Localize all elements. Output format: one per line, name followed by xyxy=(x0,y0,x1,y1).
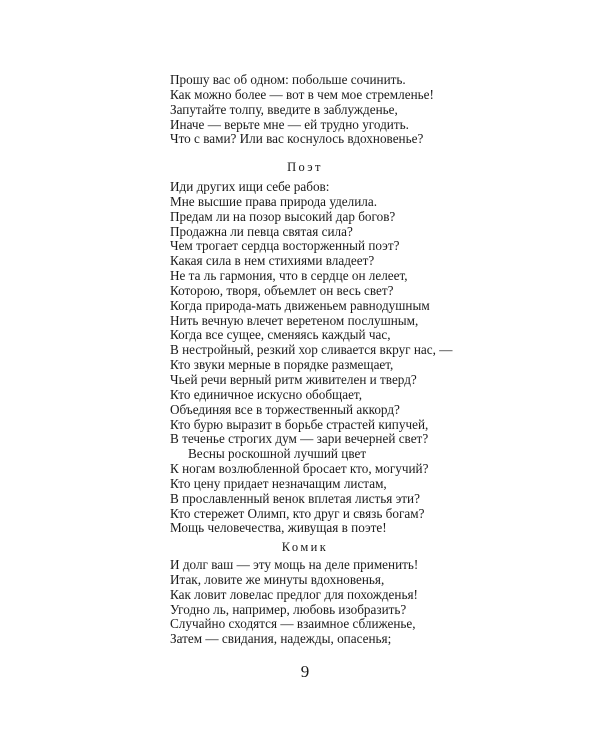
verse-line: Какая сила в нем стихиями владеет? xyxy=(170,253,375,269)
verse-line: Продажна ли певца святая сила? xyxy=(170,223,353,239)
verse-line: Случайно сходятся — взаимное сближенье, xyxy=(170,616,416,632)
verse-block-comic xyxy=(170,558,490,647)
verse-line: Когда все сущее, сменяясь каждый час, xyxy=(170,327,391,343)
verse-block-manager xyxy=(170,73,490,147)
verse-line: В теченье строгих дум — зари вечерней свет? xyxy=(170,431,429,447)
verse-line: Кто бурю выразит в борьбе страстей кипучей, xyxy=(170,416,429,432)
verse-line: Кто звуки мерные в порядке размещает, xyxy=(170,357,394,373)
verse-line: Кто стережет Олимп, кто друг и связь богам? xyxy=(170,505,425,521)
speaker-heading-poet: Поэт xyxy=(287,160,323,174)
verse-line: К ногам возлюбленной бросает кто, могучий? xyxy=(170,461,429,477)
verse-line: Предам ли на позор высокий дар богов? xyxy=(170,208,396,224)
speaker-heading-comic: Комик xyxy=(281,540,329,554)
verse-line: Затем — свидания, надежды, опасенья; xyxy=(170,631,392,647)
verse-block-poet xyxy=(170,180,490,536)
verse-line: Мощь человечества, живущая в поэте! xyxy=(170,520,387,536)
verse-line: Когда природа-мать движеньем равнодушным xyxy=(170,297,430,313)
verse-line: Иди других ищи себе рабов: xyxy=(170,179,330,194)
verse-line: Кто цену придает незначащим листам, xyxy=(170,475,387,491)
verse-line: Что с вами? Или вас коснулось вдохновенье? xyxy=(170,131,424,147)
verse-line: Кто единичное искусно обобщает, xyxy=(170,386,362,402)
verse-line: Итак, ловите же минуты вдохновенья, xyxy=(170,571,385,587)
verse-line: Которою, творя, объемлет он весь свет? xyxy=(170,282,394,298)
verse-line: Нить вечную влечет веретеном послушным, xyxy=(170,312,419,328)
verse-line: Угодно ль, например, любовь изобразить? xyxy=(170,601,407,617)
verse-line: В нестройный, резкий хор сливается вкруг нас, — xyxy=(170,342,453,358)
verse-line: Чьей речи верный ритм живителен и тверд? xyxy=(170,371,417,387)
verse-line: Запутайте толпу, введите в заблужденье, xyxy=(170,101,398,117)
verse-line: Мне высшие права природа уделила. xyxy=(170,193,378,209)
verse-line: Как ловит ловелас предлог для похожденья! xyxy=(170,586,418,602)
page-number: 9 xyxy=(300,662,310,681)
verse-line: В прославленный венок вплетая листья эти? xyxy=(170,490,420,506)
verse-line: Как можно более — вот в чем мое стремленье! xyxy=(170,86,434,102)
verse-line: И долг ваш — эту мощь на деле применить! xyxy=(170,557,419,572)
verse-line: Иначе — верьте мне — ей трудно угодить. xyxy=(170,116,409,132)
verse-line: Весны роскошной лучший цвет xyxy=(188,446,367,462)
verse-line: Не та ль гармония, что в сердце он лелеет, xyxy=(170,268,408,284)
verse-line: Прошу вас об одном: побольше сочинить. xyxy=(170,72,406,87)
verse-line: Объединяя все в торжественный аккорд? xyxy=(170,401,400,417)
verse-line: Чем трогает сердца восторженный поэт? xyxy=(170,238,400,254)
